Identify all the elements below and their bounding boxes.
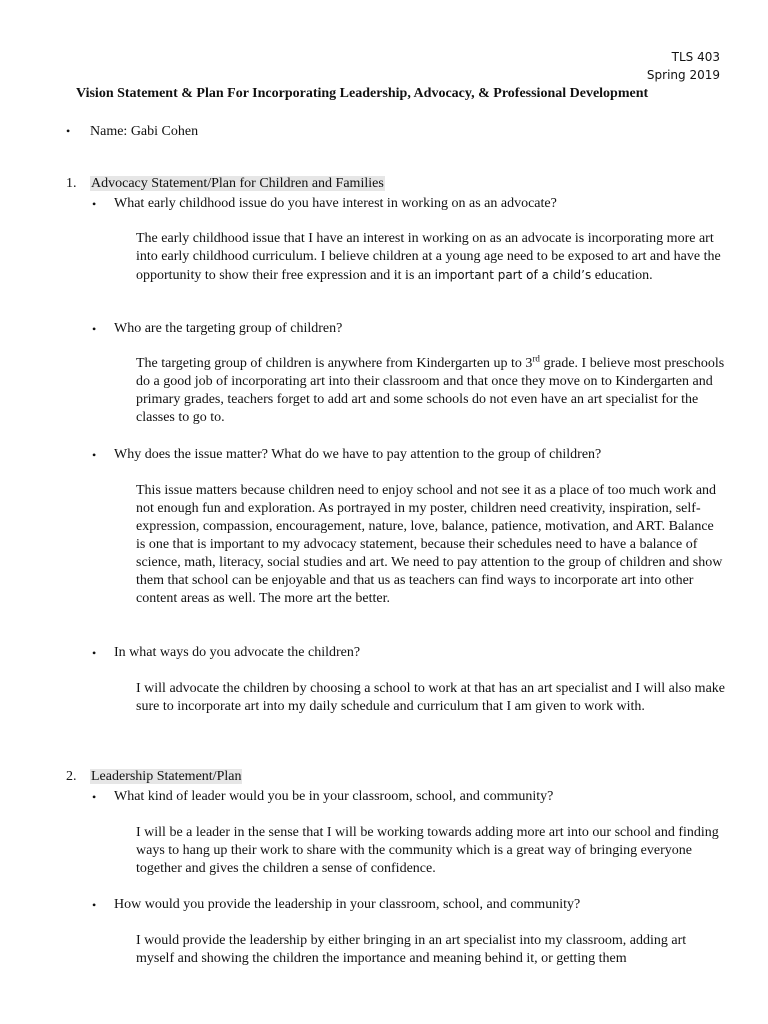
section-number: 2. [66, 769, 77, 784]
bullet-icon: • [92, 790, 97, 804]
question-item [92, 644, 361, 662]
answer-text: education. [591, 268, 653, 283]
question-text: In what ways do you advocate the children? [114, 645, 361, 660]
answer-text: grade. I believe most preschools do a good job of incorporating art into their classroom and that once they move on to Kindergarten and primary grades, teachers forget to add art and some schools do not even have an art specialist for the classes to go to. [136, 356, 725, 425]
question-text: Why does the issue matter? What do we have to pay attention to the group of children? [114, 447, 602, 462]
section-title: Advocacy Statement/Plan for Children and Families [91, 176, 384, 191]
answer-text-sans: important part of a child’s [434, 268, 592, 282]
question-item [92, 195, 557, 213]
section-heading-leadership [66, 768, 726, 786]
student-name: Name: Gabi Cohen [90, 124, 199, 139]
document-title: Vision Statement & Plan For Incorporating Leadership, Advocacy, & Professional Development [76, 86, 649, 101]
question-text: What early childhood issue do you have interest in working on as an advocate? [114, 196, 557, 211]
answer-paragraph [136, 355, 726, 427]
course-term: Spring 2019 [646, 68, 720, 82]
answer-paragraph: I will be a leader in the sense that I will be working towards adding more art into our school and finding ways to hang up their work to share with the community which is a great way of bringing everyone together and gives the children a sense of confidence. [136, 825, 719, 876]
answer-paragraph: I will advocate the children by choosing a school to work at that has an art specialist and I will also make sure to incorporate art into my daily schedule and curriculum that I am given to work with. [136, 681, 725, 714]
question-item [92, 320, 343, 338]
bullet-icon: • [66, 124, 71, 138]
bullet-icon: • [92, 898, 97, 912]
section-number: 1. [66, 176, 77, 191]
question-item [92, 896, 581, 914]
answer-paragraph: This issue matters because children need to enjoy school and not see it as a place of too much work and not enough fun and exploration. As portrayed in my poster, children need creativity, inspiration, self-expression, compassion, encouragement, nature, love, balance, patience, motivation, and ART. Balance is one that is important to my advocacy statement, because their schedules need to have a balance of science, math, literacy, social studies and art. We need to pay attention to the group of children and show them that school can be enjoyable and that us as teachers can find ways to incorporate art into other content areas as well. The more art the better. [136, 483, 723, 606]
name-line [66, 122, 198, 141]
question-item [92, 788, 554, 806]
section-heading-advocacy [66, 175, 726, 193]
question-text: What kind of leader would you be in your classroom, school, and community? [114, 789, 554, 804]
bullet-icon: • [92, 197, 97, 211]
answer-paragraph: I would provide the leadership by either bringing in an art specialist into my classroom, adding art myself and showing the children the importance and meaning behind it, or getting them [136, 933, 687, 966]
question-item [92, 446, 602, 464]
answer-paragraph [136, 230, 726, 285]
course-code: TLS 403 [671, 50, 720, 64]
course-header [647, 48, 720, 84]
superscript: rd [532, 353, 540, 364]
bullet-icon: • [92, 646, 97, 660]
question-text: Who are the targeting group of children? [114, 321, 343, 336]
section-title: Leadership Statement/Plan [91, 769, 242, 784]
bullet-icon: • [92, 322, 97, 336]
bullet-icon: • [92, 448, 97, 462]
answer-text: The targeting group of children is anywhere from Kindergarten up to 3 [136, 356, 533, 371]
answer-text: The early childhood issue that I have an interest in working on as an advocate is incorporating more art into early childhood curriculum. I believe children at a young age need to be exposed to art and have the opportunity to show their free expression and it is an [136, 231, 721, 283]
question-text: How would you provide the leadership in your classroom, school, and community? [114, 897, 581, 912]
